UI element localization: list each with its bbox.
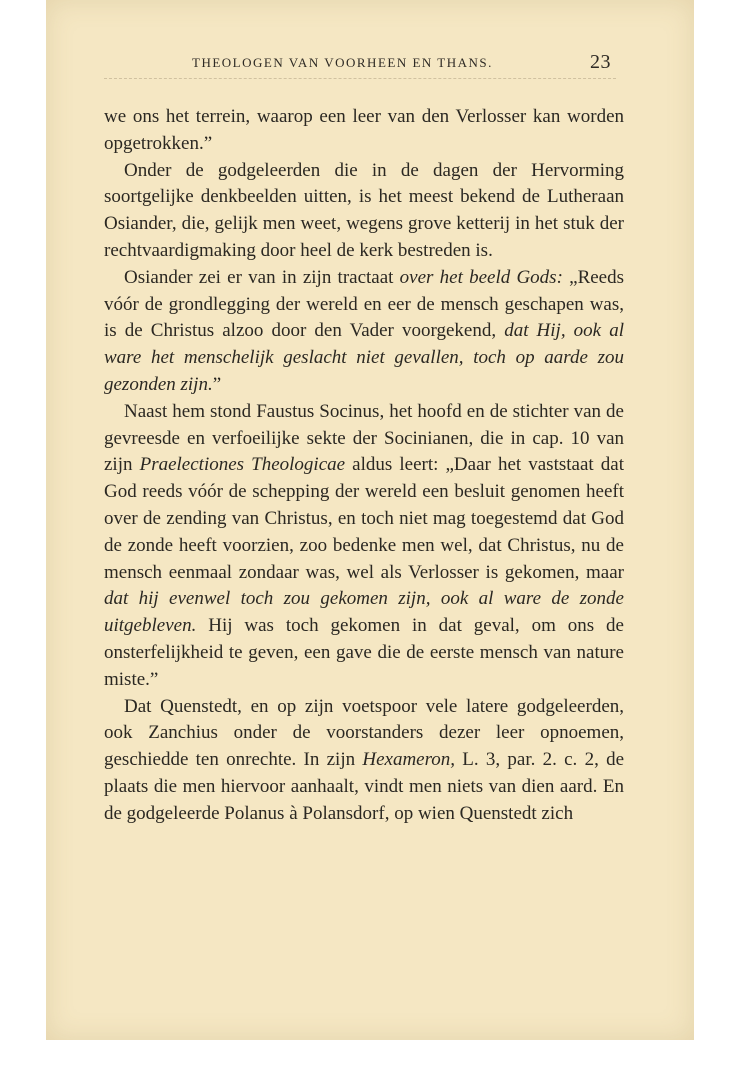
text-run: ” [212, 373, 222, 395]
text-run: „Reeds vóór de grondlegging der wereld en eer de mensch geschapen was, is de Christus alzoo door den Vader voorgekend, [104, 266, 624, 342]
paragraph [104, 104, 624, 158]
paragraph [104, 158, 624, 265]
header-rule [104, 78, 616, 79]
italic-text: dat hij evenwel toch zou gekomen zijn, ook al ware de zonde uitgebleven. [104, 588, 624, 637]
italic-text: Hexameron, [362, 749, 456, 771]
running-title: THEOLOGEN VAN VOORHEEN EN THANS. [192, 55, 493, 70]
text-run: we ons het terrein, waarop een leer van den Verlosser kan worden opgetrokken.” [104, 106, 624, 154]
text-run: Hij was toch gekomen in dat geval, om ons de onsterfelijkheid te geven, een gave die de eerste mensch van nature miste.” [104, 615, 624, 690]
italic-text: over het beeld Gods: [399, 266, 563, 288]
paragraph [104, 694, 624, 828]
page-number: 23 [590, 51, 611, 73]
book-page [46, 0, 694, 1040]
text-run: Dat Quenstedt, en op zijn voetspoor vele latere godgeleerden, ook Zanchius onder de voorstanders dezer leer opnoemen, geschiedde ten onrechte. In zijn [104, 695, 624, 771]
paragraph [104, 265, 624, 399]
text-run: aldus leert: „Daar het vaststaat dat God reeds vóór de schepping der wereld een besluit genomen heeft over de zending van Christus, en toch niet mag toegestemd dat God de zonde heeft voorzien, zoo bedenke men wel, dat Christus, nu de mensch eenmaal zondaar was, wel als Verlosser is gekomen, maar [104, 454, 624, 583]
italic-text: Praelectiones Theologicae [139, 454, 346, 476]
paragraph [104, 399, 624, 694]
body-text [104, 104, 624, 828]
text-run: Onder de godgeleerden die in de dagen der Hervorming soortgelijke denkbeelden uitten, is het meest bekend de Lutheraan Osiander, die, gelijk men weet, wegens grove ketterij in het stuk der rechtvaardigmaking door heel de kerk bestreden is. [104, 159, 624, 261]
text-run [464, 347, 474, 368]
text-run: Naast hem stond Faustus Socinus, het hoofd en de stichter van de gevreesde en verfoeilijke sekte der Socinianen, die in cap. 10 van zijn [104, 400, 624, 476]
page-header [46, 51, 694, 79]
italic-text: toch op aarde zou gezonden zijn. [104, 347, 624, 395]
text-run: L. 3, par. 2. c. 2, de plaats die men hiervoor aanhaalt, vindt men niets van dien aard. En de godgeleerde Polanus à Polansdorf, op wien Quenstedt zich [104, 749, 624, 824]
text-run: Osiander zei er van in zijn tractaat [124, 266, 400, 288]
italic-text: dat Hij, ook al ware het menschelijk geslacht niet gevallen, [104, 320, 624, 369]
